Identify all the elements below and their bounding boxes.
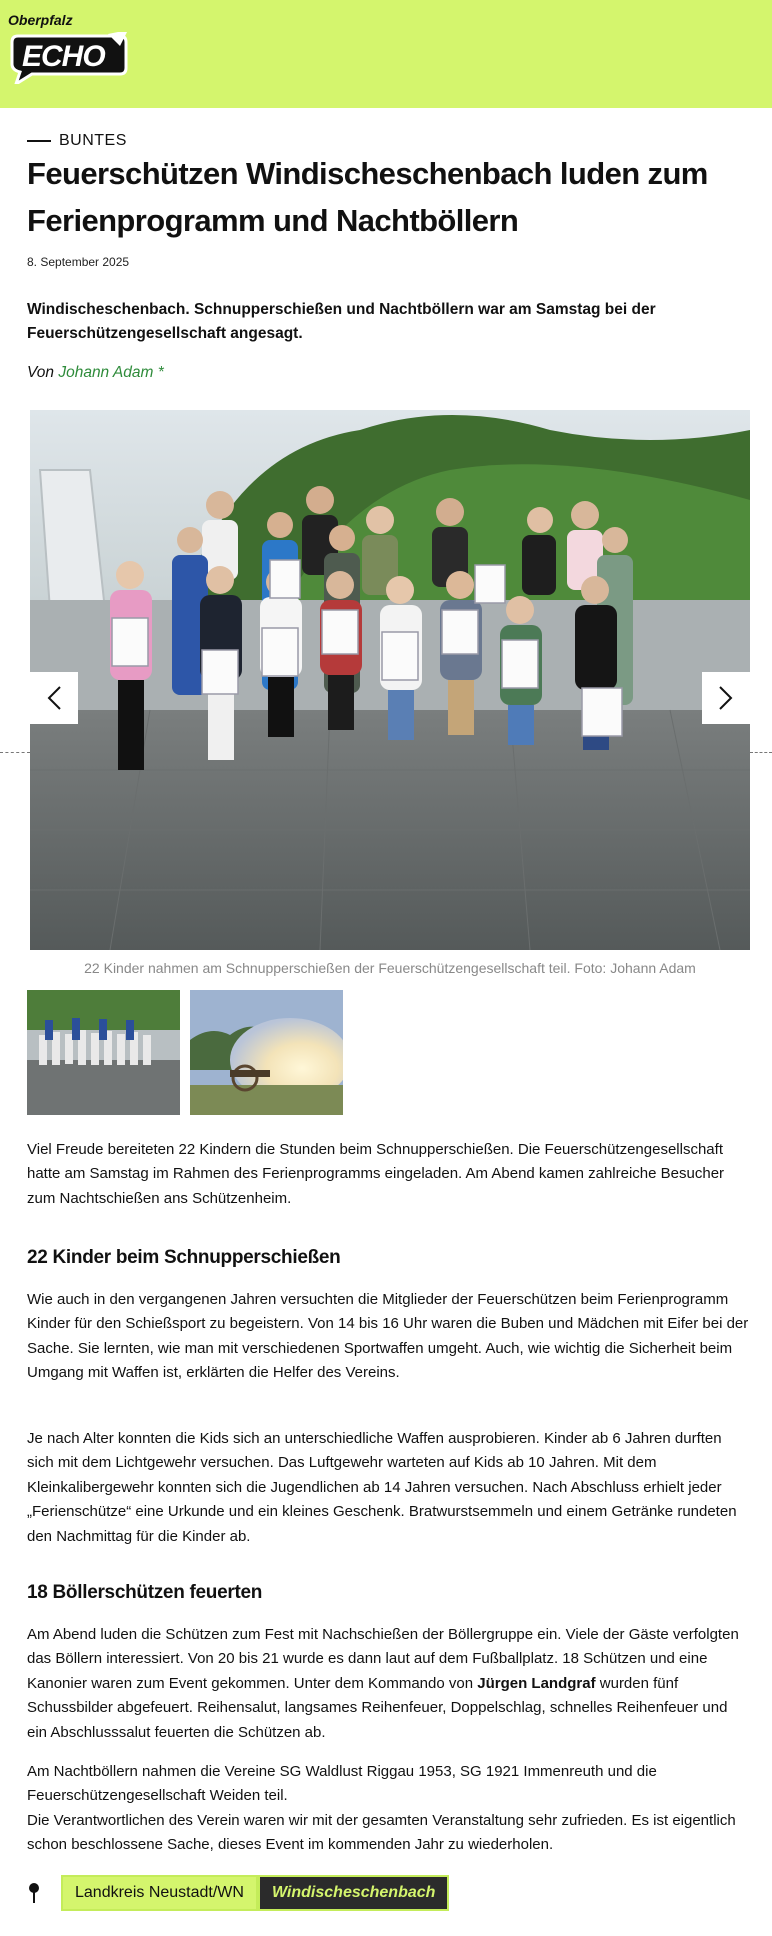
author-prefix: Von — [27, 364, 55, 381]
main-photo — [30, 410, 750, 950]
slider-prev-button[interactable] — [30, 672, 78, 724]
category-text: BUNTES — [59, 132, 127, 149]
map-pin-icon — [27, 1882, 41, 1904]
paragraph-4-part-b: wurden fünf Schussbilder abgefeuert. Reihensalut, langsames Reihenfeuer, Doppelschlag, schnelles Reihenfeuer und ein Abschlusssalut feuerten die Schützen ab. — [27, 1674, 728, 1741]
thumbnail-2-image — [190, 990, 343, 1115]
location-tags — [27, 1875, 449, 1911]
paragraph-1: Viel Freude bereiteten 22 Kindern die Stunden beim Schnupperschießen. Die Feuerschützengesellschaft hatte am Samstag im Rahmen des Ferienprogramms eingeladen. Am Abend kamen zahlreiche Besucher zum Nachtschießen ans Schützenheim. — [27, 1141, 725, 1207]
thumbnail-2[interactable] — [190, 990, 343, 1115]
chevron-right-icon — [718, 685, 734, 711]
section-heading-1: 22 Kinder beim Schnupperschießen — [27, 1247, 341, 1268]
site-header — [0, 0, 772, 108]
section-heading-2: 18 Böllerschützen feuerten — [27, 1582, 263, 1603]
author-line — [27, 364, 164, 382]
paragraph-4 — [27, 1623, 749, 1745]
logo-top-text: Oberpfalz — [8, 12, 73, 28]
paragraph-5-part-b: Die Verantwortlichen des Verein waren wir mit der gesamten Veranstaltung sehr zufrieden. Es ist eigentlich schon beschlossene Sache, dieses Event im kommenden Jahr zu wiederholen. — [27, 1811, 736, 1854]
paragraph-3: Je nach Alter konnten die Kids sich an unterschiedliche Waffen ausprobieren. Kinder ab 6 Jahren durften sich mit dem Lichtgewehr versuchen. Das Luftgewehr warteten auf Kids ab 10 Jahren. Mit dem Kleinkalibergewehr konnten sich die Jugendlichen ab 14 Jahren versuchen. Nach Abschluss erhielt jeder „Ferienschütze“ eine Urkunde und ein kleines Geschenk. Bratwurstsemmeln und einem Getränke rundeten den Nachmittag für die Kinder ab. — [27, 1430, 737, 1545]
category-label[interactable] — [27, 132, 127, 150]
divider-right — [750, 752, 772, 753]
paragraph-2: Wie auch in den vergangenen Jahren versuchten die Mitglieder der Feuerschützen beim Ferienprogramm Kinder für den Schießsport zu begeistern. Von 14 bis 16 Uhr waren die Buben und Mädchen mit Eifer bei der Sache. Sie lernten, wie man mit verschiedenen Sportwaffen umgeht. Auch, wie wichtig die Sicherheit beim Umgang mit Waffen ist, erklärten die Helfer des Vereins. — [27, 1291, 749, 1382]
image-slider[interactable] — [30, 410, 750, 950]
paragraph-4-part-a: Am Abend luden die Schützen zum Fest mit Nachschießen der Böllergruppe ein. Viele der Gäste verfolgten das Böllern interessiert. Von 20 bis 21 wurde es dann laut auf dem Fußballplatz. 18 Schützen und eine Kanonier waren zum Event gekommen. Unter dem Kommando von — [27, 1626, 739, 1692]
site-logo[interactable] — [8, 10, 134, 94]
author-name-link[interactable]: Johann Adam * — [58, 364, 164, 381]
thumbnail-1-image — [27, 990, 180, 1115]
paragraph-5-part-a: Am Nachtböllern nahmen die Vereine SG Waldlust Riggau 1953, SG 1921 Immenreuth und die Feuerschützengesellschaft Weiden teil. — [27, 1763, 657, 1805]
tag-place[interactable]: Windischeschenbach — [258, 1875, 449, 1911]
divider-left — [0, 752, 30, 753]
article-title: Feuerschützen Windischeschenbach luden zum Ferienprogramm und Nachtböllern — [27, 156, 708, 238]
category-dash — [27, 140, 51, 142]
thumbnail-1[interactable] — [27, 990, 180, 1115]
paragraph-5 — [27, 1760, 749, 1858]
article-lead: Windischeschenbach. Schnupperschießen und Nachtböllern war am Samstag bei der Feuerschützengesellschaft angesagt. — [27, 301, 656, 342]
logo-main-text: ECHO — [22, 40, 105, 73]
chevron-left-icon — [46, 685, 62, 711]
commander-name: Jürgen Landgraf — [477, 1674, 596, 1692]
tag-region[interactable]: Landkreis Neustadt/WN — [61, 1875, 258, 1911]
slider-next-button[interactable] — [702, 672, 750, 724]
article-date: 8. September 2025 — [27, 255, 130, 269]
image-caption: 22 Kinder nahmen am Schnupperschießen der Feuerschützengesellschaft teil. Foto: Johann Adam — [84, 960, 696, 976]
